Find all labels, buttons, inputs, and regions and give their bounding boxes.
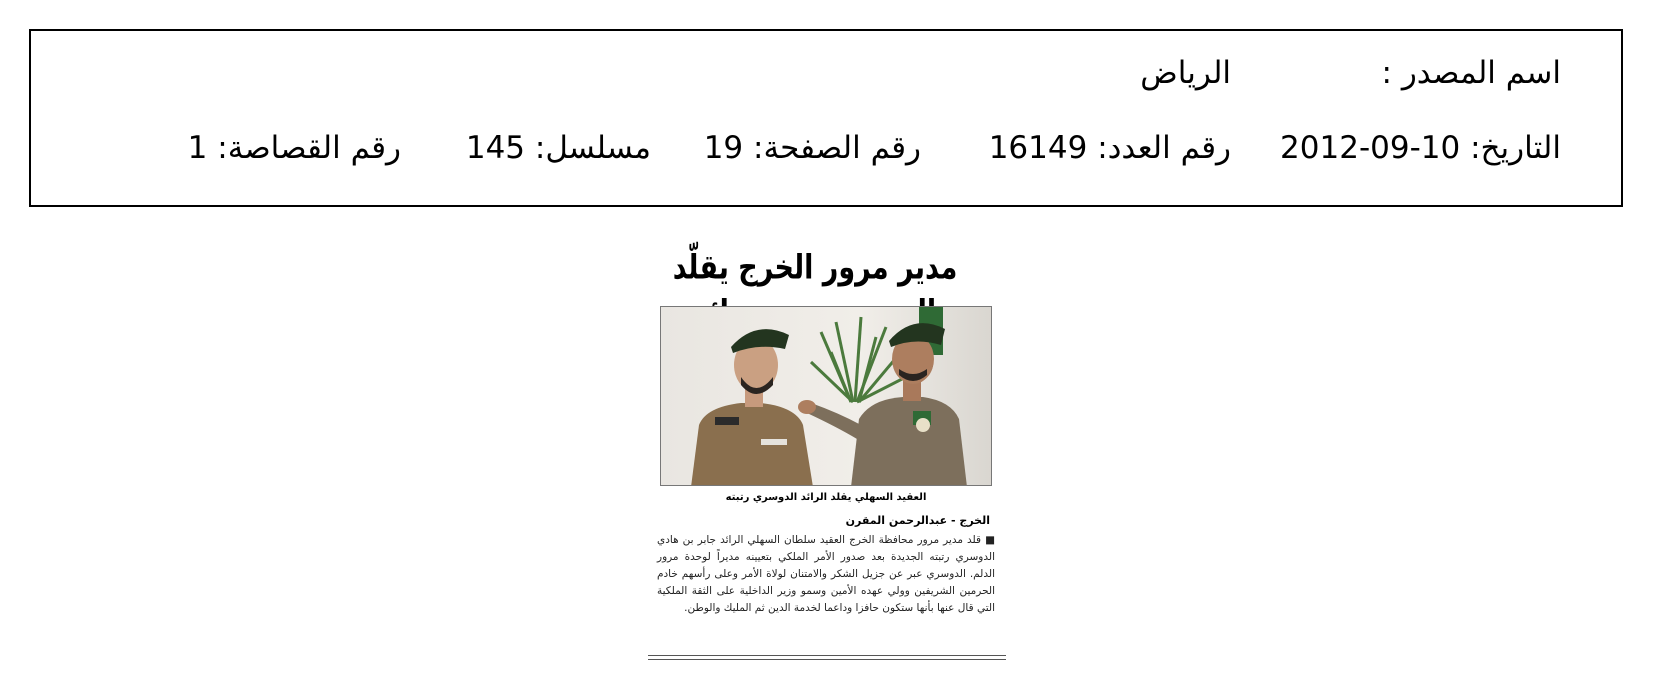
article-photo-illustration [661, 307, 992, 486]
issue-field [989, 128, 1231, 168]
serial-field [466, 128, 651, 168]
clip-number-label: رقم القصاصة: [217, 130, 401, 166]
bottom-rule [648, 655, 1006, 656]
clipping-header-box [29, 29, 1623, 207]
newspaper-clipping [645, 240, 1005, 660]
page-label: رقم الصفحة: [753, 130, 921, 166]
serial-value: 145 [465, 130, 526, 166]
page-value: 19 [703, 130, 744, 166]
article-headline: مدير مرور الخرج يقلّد [672, 248, 958, 288]
source-label: اسم المصدر : [1381, 55, 1561, 91]
date-field [1280, 128, 1561, 168]
issue-value: 16149 [988, 130, 1088, 166]
source-value: الرياض [1140, 55, 1231, 91]
clip-number-value: 1 [187, 130, 208, 166]
issue-label: رقم العدد: [1097, 130, 1231, 166]
clip-number-field [188, 128, 401, 168]
photo-caption: العقيد السهلي يقلد الرائد الدوسري رتبته [725, 492, 927, 503]
page-field [704, 128, 921, 168]
date-value: 2012-09-10 [1280, 130, 1461, 166]
article-photo [660, 306, 992, 486]
article-body: ■ قلد مدير مرور محافظة الخرج العقيد سلطان السهلي الرائد جابر بن هادي الدوسري رتبته الجديدة بعد صدور الأمر الملكي بتعيينه مديراً لوحدة مرور الدلم. الدوسري عبر عن جزيل الشكر والامتنان لولاة الأمر وعلى رأسهم خادم الحرمين الشريفين وولي عهده الأمين وسمو وزير الداخلية على الثقة الملكية التي قال عنها بأنها ستكون حافزا وداعما لخدمة الدين ثم المليك والوطن. [657, 534, 995, 614]
date-label: التاريخ: [1470, 130, 1561, 166]
serial-label: مسلسل: [534, 130, 651, 166]
article-byline: الخرج - عبدالرحمن المقرن [845, 514, 990, 527]
bottom-rule [648, 659, 1006, 660]
